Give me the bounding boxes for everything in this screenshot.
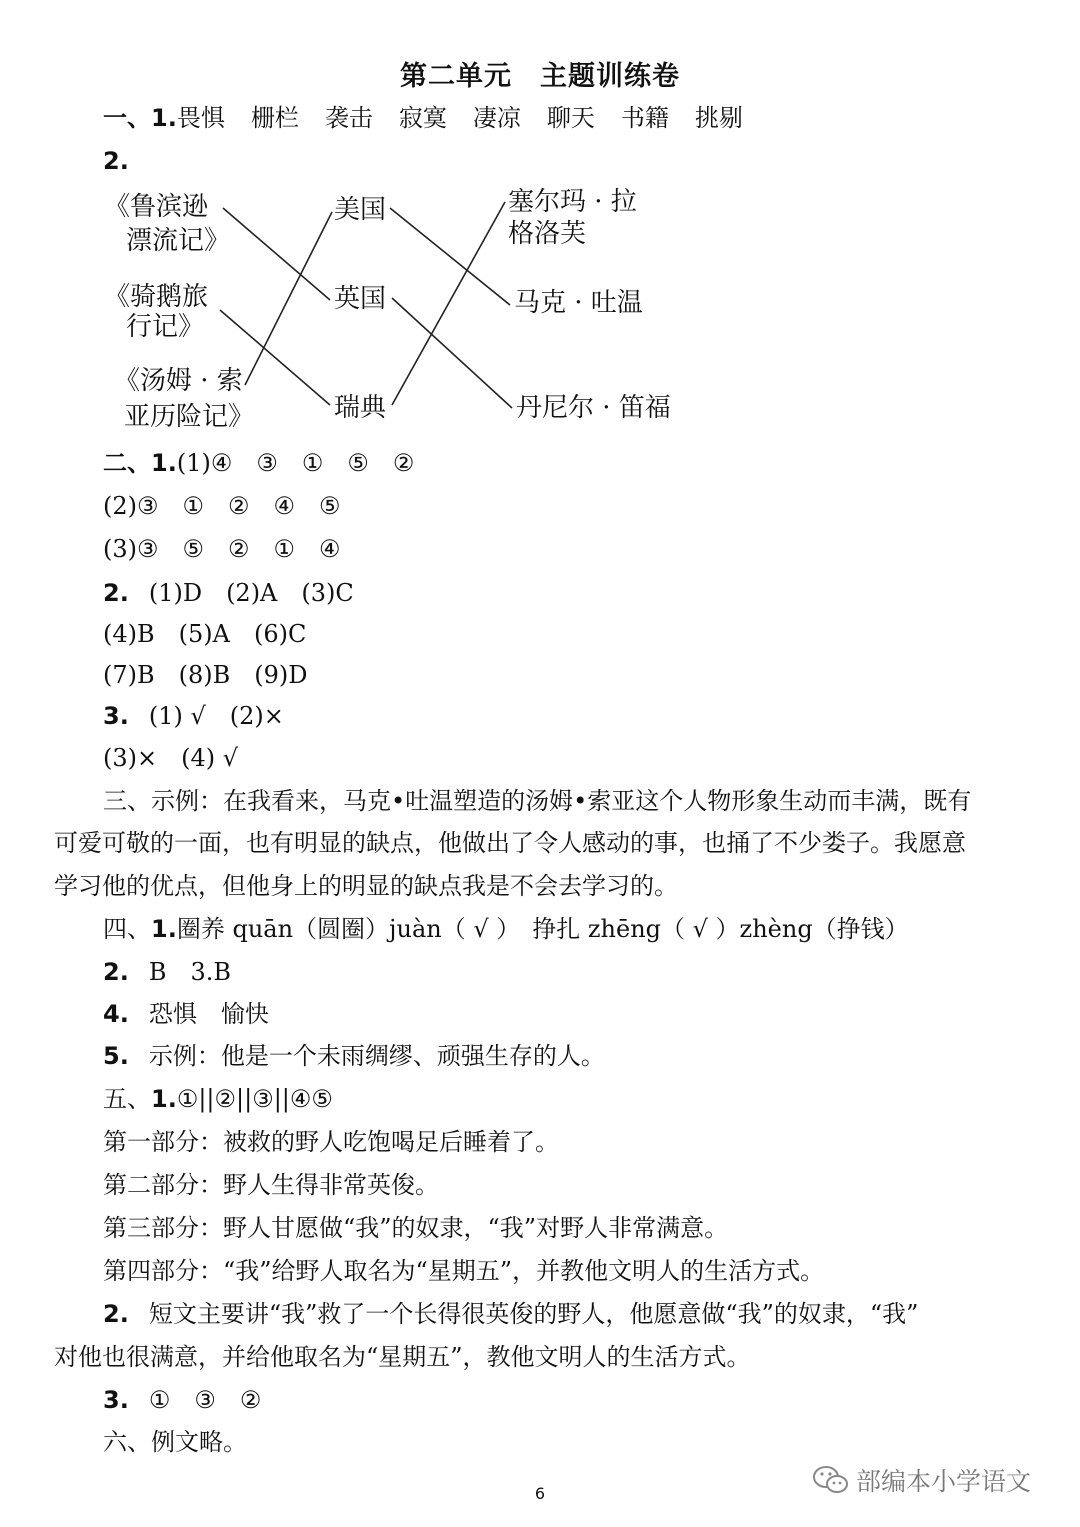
page-number: 6 <box>534 1484 546 1503</box>
page-title: 第二单元 主题训练卷 <box>400 61 680 92</box>
watermark-text: 部编本小学语文 <box>856 1467 1032 1496</box>
s5-q1-num: 1. <box>151 1085 177 1113</box>
s5-q3-text: ① ③ ② <box>148 1386 262 1414</box>
word: 书籍 <box>620 104 669 132</box>
s1-label: 一、 <box>103 104 151 132</box>
s4-q5-text: 示例：他是一个未雨绸缪、顽强生存的人。 <box>148 1042 605 1070</box>
country-usa: 美国 <box>334 195 387 225</box>
s3-label: 三、示例： <box>103 787 223 815</box>
s4-q1-line <box>103 914 909 944</box>
word: 寂寞 <box>398 104 447 132</box>
s1-q1-line <box>103 103 743 133</box>
s4-q1-num: 1. <box>151 915 177 943</box>
s2-q2-row3: (7)B (8)B (9)D <box>103 661 308 689</box>
s5-q2-line2: 对他也很满意，并给他取名为“星期五”，教他文明人的生活方式。 <box>54 1343 751 1371</box>
s5-part1: 第一部分：被救的野人吃饱喝足后睡着了。 <box>103 1128 559 1156</box>
word: 畏惧 <box>176 104 225 132</box>
s3-text: 在我看来，马克•吐温塑造的汤姆•索亚这个人物形象生动而丰满，既有 <box>223 787 972 815</box>
book-nils-line1: 《骑鹅旅 <box>104 282 209 312</box>
line-usa-twain <box>390 208 510 305</box>
s5-part2: 第二部分：野人生得非常英俊。 <box>103 1171 439 1199</box>
s2-q3-row1 <box>103 701 284 731</box>
s6-label: 六、 <box>103 1428 151 1456</box>
s2-q1-num: 1. <box>151 449 177 477</box>
s5-q2-line1 <box>103 1299 918 1329</box>
s4-q5-line <box>103 1041 605 1071</box>
book-robinson-line2: 漂流记》 <box>126 226 231 256</box>
s2-q2-row1 <box>103 578 354 608</box>
word: 挑剔 <box>694 104 743 132</box>
s5-q3-line <box>103 1385 261 1415</box>
book-robinson-line1: 《鲁滨逊 <box>104 192 209 222</box>
s3-line3: 学习他的优点，但他身上的明显的缺点我是不会去学习的。 <box>54 872 678 900</box>
s2-label: 二、 <box>103 449 151 477</box>
word: 袭击 <box>324 104 373 132</box>
s4-q2-text: B 3.B <box>148 958 231 986</box>
s1-q2-num: 2. <box>103 147 129 175</box>
line-sweden-lagerlof <box>392 202 505 405</box>
s5-q2-text: 短文主要讲“我”救了一个长得很英俊的野人，他愿意做“我”的奴隶，“我” <box>148 1300 919 1328</box>
s6-line <box>103 1427 247 1457</box>
s5-q1-line <box>103 1084 333 1114</box>
s2-q3-num: 3. <box>103 702 129 730</box>
word: 凄凉 <box>472 104 521 132</box>
book-tom-line1: 《汤姆 · 索 <box>114 366 243 396</box>
country-uk: 英国 <box>334 284 387 314</box>
s2-q3-row2: (3)× (4) √ <box>103 744 239 772</box>
s5-q3-num: 3. <box>103 1386 129 1414</box>
s3-line1 <box>103 786 971 816</box>
line-uk-defoe <box>392 298 512 408</box>
s2-q1-row3: (3)③ ⑤ ② ① ④ <box>103 535 341 563</box>
matching-lines <box>0 180 720 430</box>
country-sweden: 瑞典 <box>334 393 387 423</box>
s5-q1-text: ①||②||③||④⑤ <box>176 1085 333 1113</box>
author-lagerlof-line1: 塞尔玛 · 拉 <box>508 187 637 217</box>
s4-q4-line <box>103 999 269 1029</box>
word: 栅栏 <box>250 104 299 132</box>
s2-q2-num: 2. <box>103 579 129 607</box>
s2-q2-row2: (4)B (5)A (6)C <box>103 620 307 648</box>
book-tom-line2: 亚历险记》 <box>124 402 255 432</box>
s5-part4: 第四部分：“我”给野人取名为“星期五”，并教他文明人的生活方式。 <box>103 1257 825 1285</box>
s2-q1-row2: (2)③ ① ② ④ ⑤ <box>103 492 341 520</box>
s4-q2-num: 2. <box>103 958 129 986</box>
s5-label: 五、 <box>103 1085 151 1113</box>
s4-label: 四、 <box>103 915 151 943</box>
book-nils-line2: 行记》 <box>126 312 205 342</box>
s2-q1-row1 <box>103 448 414 478</box>
answer-row: (1)④ ③ ① ⑤ ② <box>176 449 415 477</box>
line-robinson-uk <box>223 208 330 300</box>
s4-q1-text: 圈养 quān（圆圈）juàn（ √ ） 挣扎 zhēng（ √ ）zhèng（挣钱） <box>176 915 909 943</box>
s4-q2-line <box>103 957 231 987</box>
s4-q5-num: 5. <box>103 1042 129 1070</box>
s4-q4-num: 4. <box>103 1000 129 1028</box>
s6-text: 例文略。 <box>151 1428 247 1456</box>
author-defoe: 丹尼尔 · 笛福 <box>516 393 671 423</box>
answer-row: (1) √ (2)× <box>148 702 284 730</box>
s4-q4-text: 恐惧 愉快 <box>148 1000 269 1028</box>
author-twain: 马克 · 吐温 <box>514 288 643 318</box>
author-lagerlof-line2: 格洛芙 <box>508 219 587 249</box>
answer-row: (1)D (2)A (3)C <box>148 579 354 607</box>
s1-q1-num: 1. <box>151 104 177 132</box>
word: 聊天 <box>546 104 595 132</box>
s5-q2-num: 2. <box>103 1300 129 1328</box>
s3-line2: 可爱可敬的一面，也有明显的缺点，他做出了令人感动的事，也捅了不少娄子。我愿意 <box>54 829 966 857</box>
s5-part3: 第三部分：野人甘愿做“我”的奴隶，“我”对野人非常满意。 <box>103 1214 729 1242</box>
